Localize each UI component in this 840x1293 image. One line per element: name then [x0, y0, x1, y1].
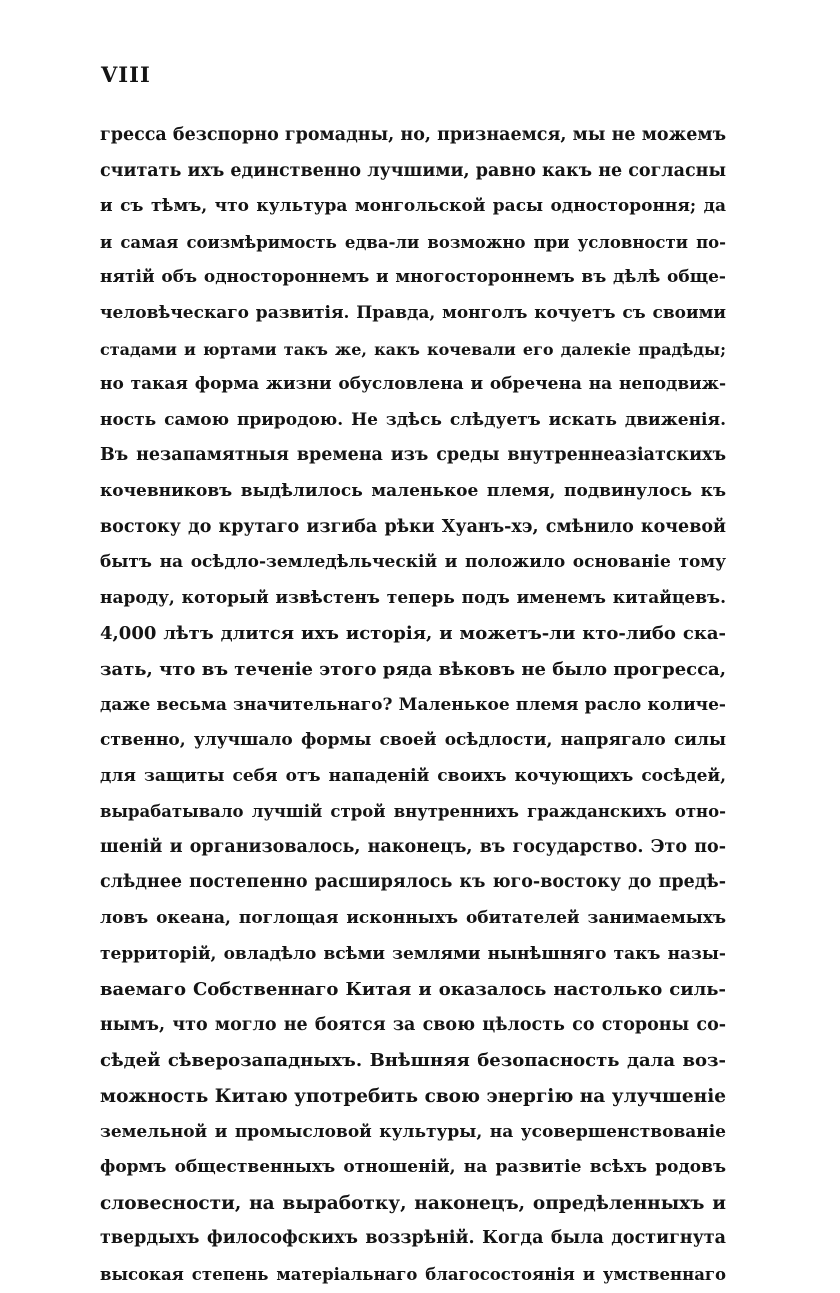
text-line: ловъ океана, поглощая исконныхъ обитателей занимаемыхъ	[100, 908, 726, 929]
text-line: формъ общественныхъ отношеній, на развитіе всѣхъ родовъ	[100, 1157, 726, 1178]
text-line: и съ тѣмъ, что культура монгольской расы одностороння; да	[100, 196, 726, 217]
text-line: слѣднее постепенно расширялось къ юго-востоку до предѣ-	[100, 872, 726, 893]
page-number: VIII	[101, 62, 151, 87]
text-line: нымъ, что могло не боятся за свою цѣлость со стороны со-	[100, 1014, 726, 1035]
text-line: считать ихъ единственно лучшими, равно какъ не согласны	[100, 160, 726, 181]
body-text	[100, 118, 726, 1293]
text-line: шеній и организовалось, наконецъ, въ государство. Это по-	[100, 836, 726, 857]
text-line: ваемаго Собственнаго Китая и оказалось настолько силь-	[100, 979, 726, 1001]
text-line: человѣческаго развитія. Правда, монголъ кочуетъ съ своими	[100, 302, 726, 323]
text-line: вырабатывало лучшій строй внутреннихъ гражданскихъ отно-	[100, 802, 726, 822]
text-line: территорій, овладѣло всѣми землями нынѣшняго такъ назы-	[100, 943, 726, 964]
text-line: земельной и промысловой культуры, на усовершенствованіе	[100, 1121, 726, 1142]
text-line: высокая степень матеріальнаго благосостоянія и умственнаго	[100, 1265, 726, 1284]
text-line: зать, что въ теченіе этого ряда вѣковъ не было прогресса,	[100, 658, 726, 680]
text-line: стадами и юртами такъ же, какъ кочевали его далекіе прадѣды;	[100, 339, 726, 359]
text-line: бытъ на осѣдло-земледѣльческій и положило основаніе тому	[100, 552, 726, 573]
text-line: твердыхъ философскихъ воззрѣній. Когда была достигнута	[100, 1228, 726, 1249]
text-line: народу, который извѣстенъ теперь подъ именемъ китайцевъ.	[100, 587, 726, 608]
text-line: ность самою природою. Не здѣсь слѣдуетъ искать движенія.	[100, 409, 726, 430]
text-line: нятій объ одностороннемъ и многостороннемъ въ дѣлѣ обще-	[100, 267, 726, 288]
text-line: и самая соизмѣримость едва-ли возможно при условности по-	[100, 232, 726, 252]
text-line: словесности, на выработку, наконецъ, опредѣленныхъ и	[100, 1192, 726, 1214]
text-line: но такая форма жизни обусловлена и обречена на неподвиж-	[100, 374, 726, 395]
text-line: для защиты себя отъ нападеній своихъ кочующихъ сосѣдей,	[100, 765, 726, 786]
text-line: кочевниковъ выдѣлилось маленькое племя, подвинулось къ	[100, 480, 726, 501]
text-line: можность Китаю употребить свою энергію на улучшеніе	[100, 1086, 726, 1108]
text-line: 4,000 лѣтъ длится ихъ исторія, и можетъ-ли кто-либо ска-	[100, 623, 726, 645]
text-line: сѣдей сѣверозападныхъ. Внѣшняя безопасность дала воз-	[100, 1050, 726, 1072]
text-line: востоку до крутаго изгиба рѣки Хуанъ-хэ, смѣнило кочевой	[100, 516, 726, 537]
text-line: Въ незапамятныя времена изъ среды внутреннеазіатскихъ	[100, 445, 726, 466]
text-line: ственно, улучшало формы своей осѣдлости, напрягало силы	[100, 730, 726, 751]
text-line: даже весьма значительнаго? Маленькое племя расло количе-	[100, 694, 726, 715]
text-line: гресса безспорно громадны, но, признаемся, мы не можемъ	[100, 125, 726, 145]
